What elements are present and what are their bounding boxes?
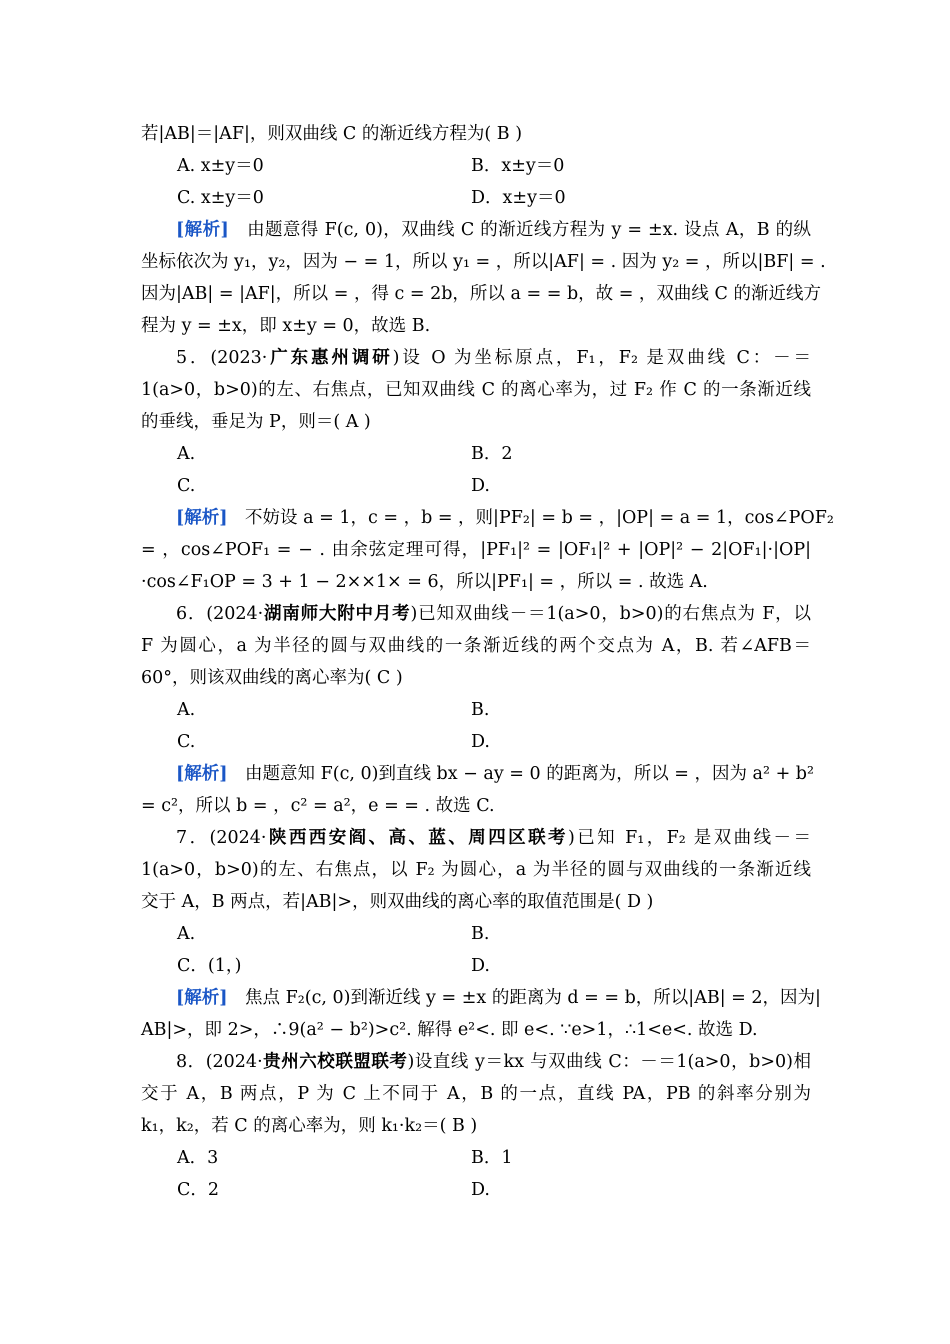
question-line [141,822,811,854]
option-row [141,182,811,214]
analysis-line [141,502,834,534]
question-line [141,342,811,374]
option-left: A. [177,700,196,720]
line-text: 因为|AB| = |AF|，所以 = ，得 c = 2b，所以 a = = b，故 = ，双曲线 C 的渐近线方 [141,284,821,304]
line-text: = ，cos∠POF₁ = − . 由余弦定理可得，|PF₁|² = |OF₁|² + |OP|² − 2|OF₁|·|OP| [141,540,811,560]
option-left: C. [177,732,196,752]
text-line [141,662,811,694]
question-line [141,1046,811,1078]
text-line [141,1014,811,1046]
text-line [141,118,811,150]
analysis-tag: [解析] [176,988,228,1008]
line-text: 焦点 F₂(c, 0)到渐近线 y = ±x 的距离为 d = = b，所以|AB| = 2，因为| [227,988,821,1008]
option-row [141,918,811,950]
line-text: k₁，k₂，若 C 的离心率为，则 k₁·k₂＝( B ) [141,1116,478,1136]
line-text: )设直线 y＝kx 与双曲线 C：－＝1(a>0，b>0)相 [407,1052,812,1072]
option-right: D. [471,476,490,496]
page-content [141,118,834,1206]
option-right: D. [471,956,490,976]
option-right: D．x±y＝0 [471,188,566,208]
option-row [141,1174,811,1206]
text-line [141,790,811,822]
text-line [141,1078,811,1110]
question-number: 6．(2024· [176,604,264,624]
text-line [141,1110,811,1142]
option-left: C. [177,476,196,496]
text-line [141,310,811,342]
question-source: 陕西西安阎、高、蓝、周四区联考 [266,828,568,848]
option-right: B. [471,700,490,720]
line-text: 60°，则该双曲线的离心率为( C ) [141,668,403,688]
line-text: )设 O 为坐标原点，F₁，F₂ 是双曲线 C：－＝ [392,348,812,368]
line-text: F 为圆心，a 为半径的圆与双曲线的一条渐近线的两个交点为 A，B. 若∠AFB＝ [141,636,811,656]
option-row [141,1142,811,1174]
line-text: 程为 y = ±x，即 x±y = 0，故选 B. [141,316,431,336]
option-left: A. [177,924,196,944]
text-line [141,630,811,662]
question-number: 8．(2024· [176,1052,263,1072]
option-left: A. x±y＝0 [177,156,264,176]
option-left: A. [177,444,196,464]
text-line [141,854,811,886]
option-right: B．2 [471,444,513,464]
option-right: B．x±y＝0 [471,156,565,176]
line-text: = c²，所以 b = ，c² = a²，e = = . 故选 C. [141,796,495,816]
question-source: 贵州六校联盟联考 [262,1052,408,1072]
question-source: 湖南师大附中月考 [263,604,411,624]
line-text: 由题意得 F(c, 0)，双曲线 C 的渐近线方程为 y = ±x. 设点 A，B 的纵 [228,220,811,240]
line-text: AB|>，即 2>，∴9(a² − b²)>c². 解得 e²<. 即 e<. ∵e>1，∴1<e<. 故选 D. [141,1020,758,1040]
line-text: 坐标依次为 y₁，y₂，因为 − = 1，所以 y₁ = ，所以|AF| = . 因为 y₂ = ，所以|BF| = . [141,252,826,272]
option-row [141,470,811,502]
line-text: 由题意知 F(c, 0)到直线 bx − ay = 0 的距离为，所以 = ，因为 a² + b² [227,764,815,784]
text-line [141,374,811,406]
analysis-tag: [解析] [176,220,229,240]
analysis-tag: [解析] [176,508,228,528]
option-right: D. [471,1180,490,1200]
option-left: C. x±y＝0 [177,188,264,208]
option-right: D. [471,732,490,752]
option-row [141,950,811,982]
text-line [141,246,826,278]
line-text: 1(a>0，b>0)的左、右焦点，以 F₂ 为圆心，a 为半径的圆与双曲线的一条渐近线 [141,860,811,880]
option-row [141,150,811,182]
text-line [141,566,811,598]
line-text: 的垂线，垂足为 P，则＝( A ) [141,412,371,432]
question-number: 7．(2024· [176,828,267,848]
question-source: 广东惠州调研 [267,348,393,368]
line-text: )已知 F₁，F₂ 是双曲线－＝ [567,828,811,848]
option-left: A．3 [177,1148,219,1168]
line-text: 若|AB|＝|AF|，则双曲线 C 的渐近线方程为( B ) [141,124,523,144]
line-text: 1(a>0，b>0)的左、右焦点，已知双曲线 C 的离心率为，过 F₂ 作 C 的一条渐近线 [141,380,811,400]
text-line [141,886,811,918]
option-row [141,726,811,758]
analysis-tag: [解析] [176,764,228,784]
text-line [141,406,811,438]
option-right: B. [471,924,490,944]
question-number: 5．(2023· [176,348,268,368]
analysis-line [141,214,811,246]
question-line [141,598,811,630]
option-row [141,694,811,726]
option-row [141,438,811,470]
line-text: ·cos∠F₁OP = 3 + 1 − 2××1× = 6，所以|PF₁| = ，所以 = . 故选 A. [141,572,708,592]
option-left: C．2 [177,1180,220,1200]
option-right: B．1 [471,1148,513,1168]
line-text: 交于 A，B 两点，P 为 C 上不同于 A，B 的一点，直线 PA，PB 的斜率分别为 [141,1084,811,1104]
line-text: )已知双曲线－＝1(a>0，b>0)的右焦点为 F，以 [410,604,811,624]
text-line [141,278,821,310]
text-line [141,534,811,566]
analysis-line [141,758,815,790]
analysis-line [141,982,821,1014]
line-text: 不妨设 a = 1，c = ，b = ，则|PF₂| = b = ，|OP| = a = 1，cos∠POF₂ [227,508,834,528]
option-left: C．(1，) [177,956,242,976]
line-text: 交于 A，B 两点，若|AB|>，则双曲线的离心率的取值范围是( D ) [141,892,654,912]
